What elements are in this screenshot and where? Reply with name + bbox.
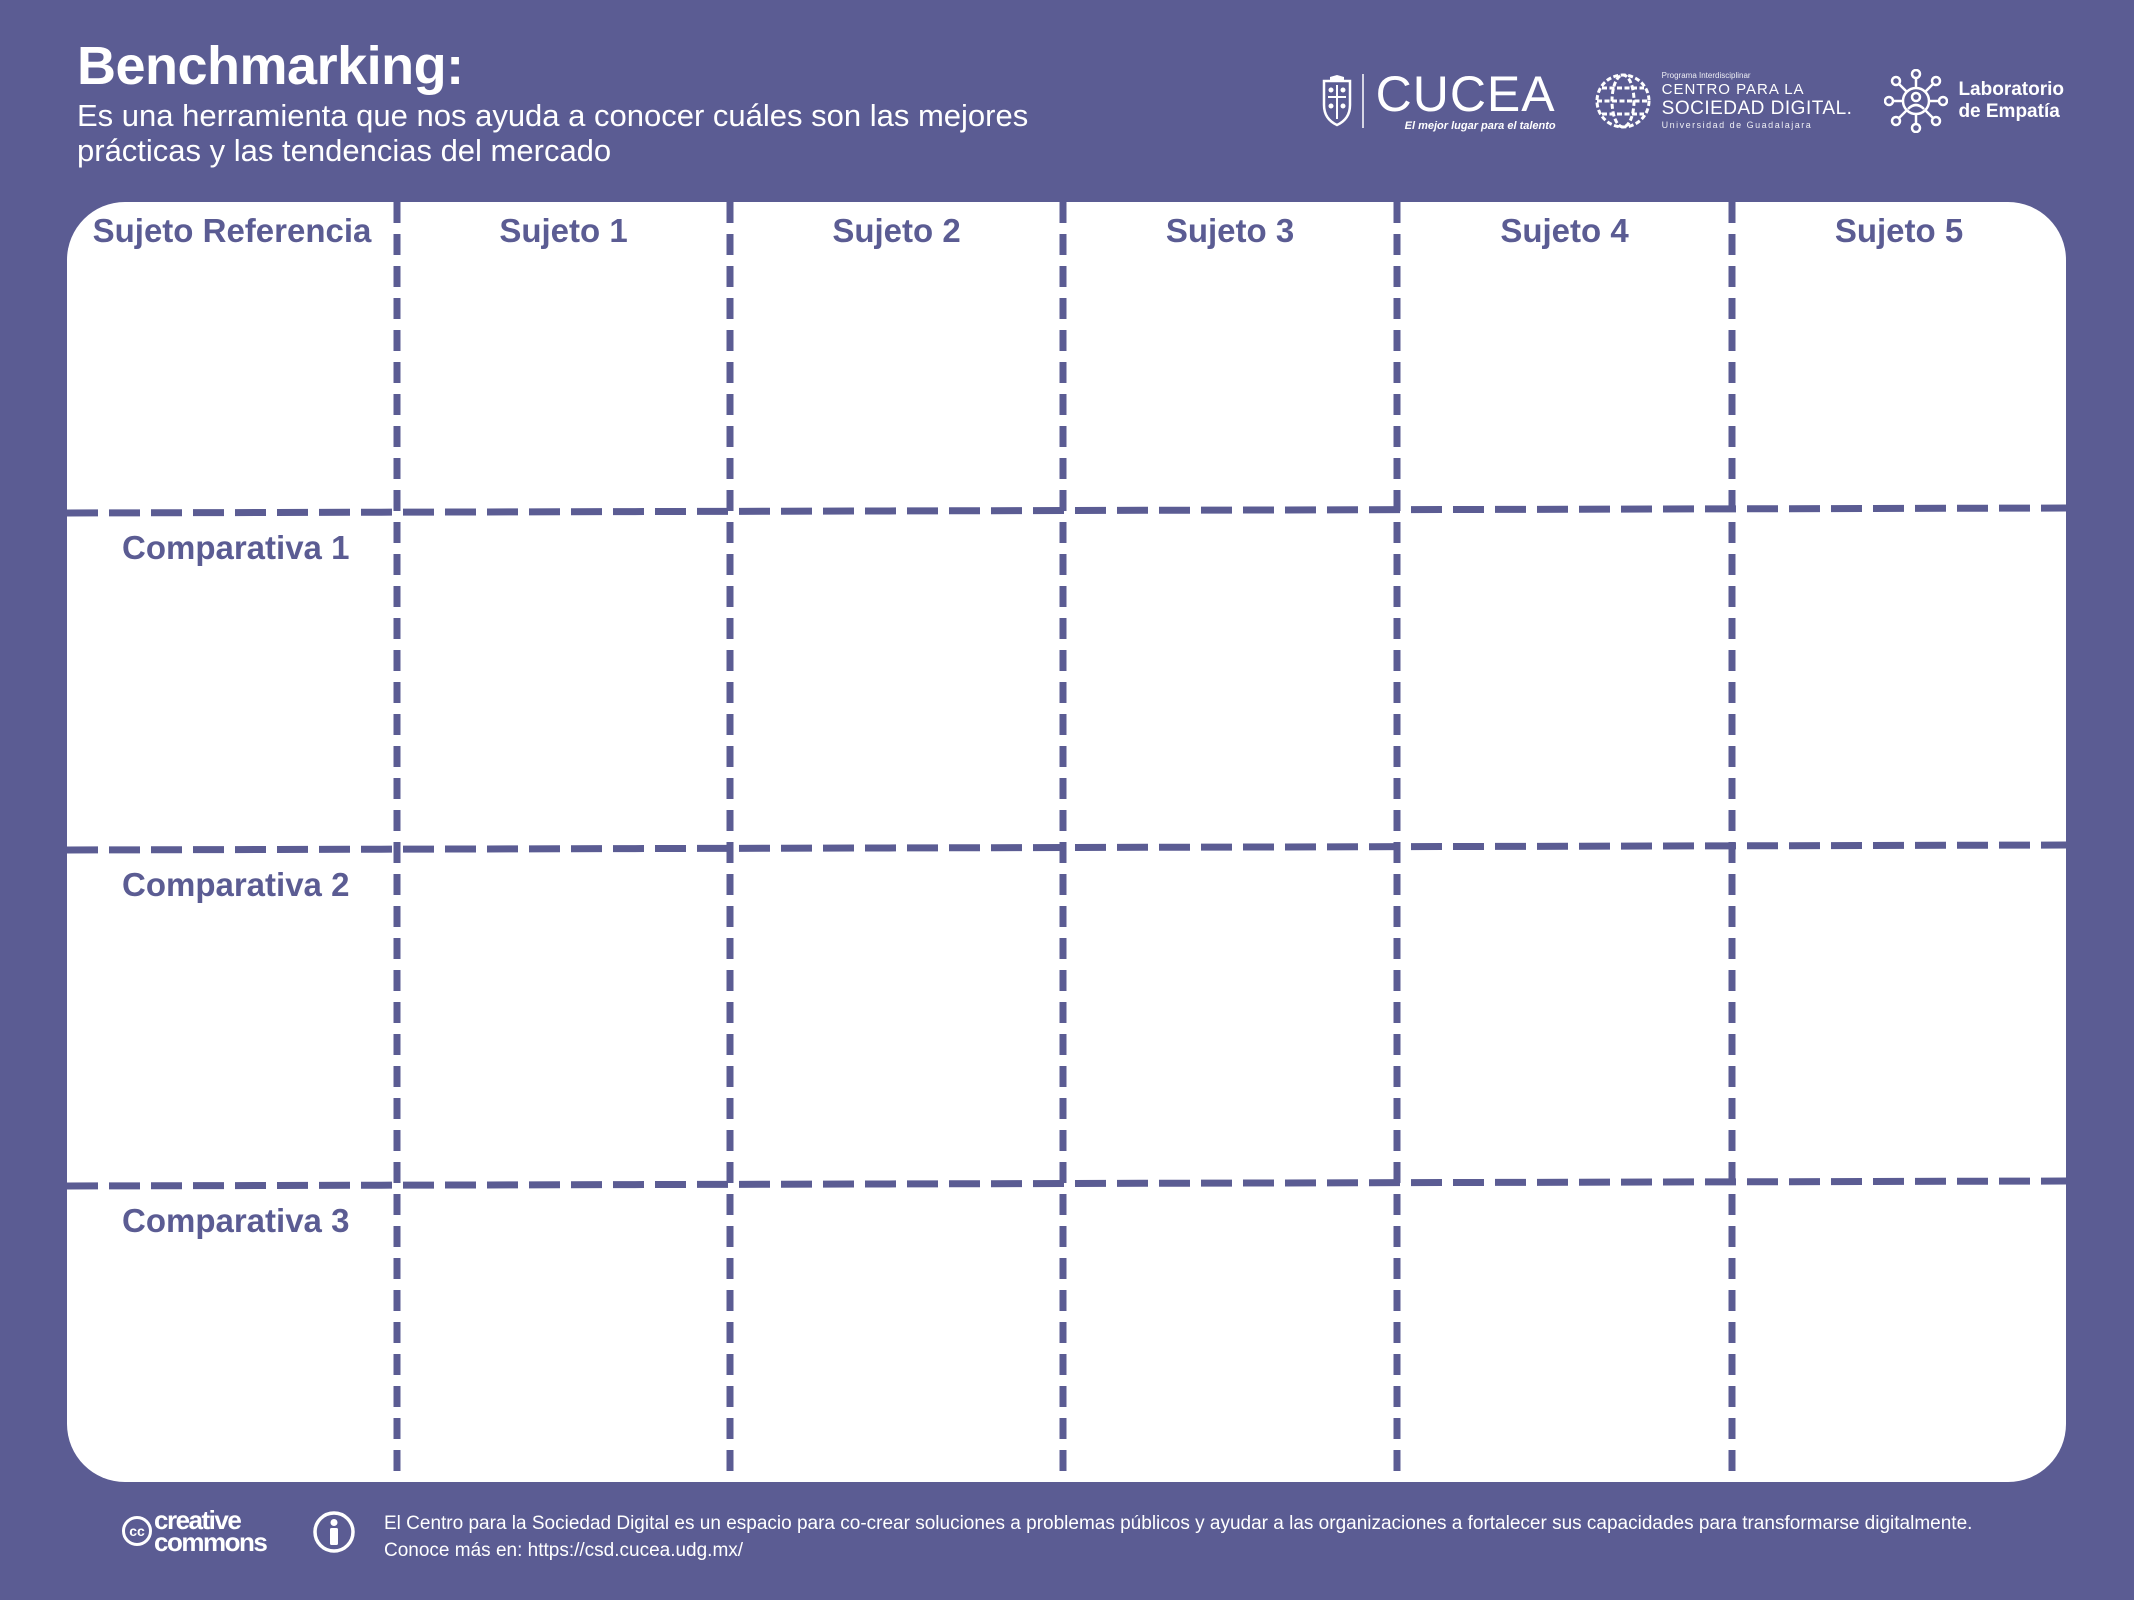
csd-line2: SOCIEDAD DIGITAL. [1661,98,1853,119]
globe-icon [1594,72,1652,130]
column-header: Sujeto 1 [499,212,628,249]
csd-logo [1594,71,1853,131]
page-subtitle: Es una herramienta que nos ayuda a conocer cuáles son las mejores prácticas y las tendencias del mercado [77,98,1029,168]
cc-text-bottom: commons [154,1527,267,1557]
row-header: Comparativa 3 [122,1202,350,1239]
university-seal-icon [1320,75,1354,127]
footer-text [384,1510,1972,1564]
csd-university: Universidad de Guadalajara [1661,120,1813,130]
csd-line1: CENTRO PARA LA [1661,81,1805,98]
column-header: Sujeto Referencia [92,212,372,249]
row-header: Comparativa 2 [122,866,350,903]
lab-line1: Laboratorio [1958,79,2064,100]
csd-program: Programa Interdisciplinar [1661,71,1751,80]
logo-bar [1320,66,2064,136]
column-header: Sujeto 4 [1500,212,1629,249]
column-header: Sujeto 3 [1165,212,1295,249]
logo-separator [1362,74,1364,128]
creative-commons-logo [122,1505,267,1557]
lab-line2: de Empatía [1958,101,2060,122]
page-title: Benchmarking: [77,36,464,96]
cucea-tagline: El mejor lugar para el talento [1404,120,1556,132]
row-header: Comparativa 1 [122,529,350,566]
column-header: Sujeto 2 [832,212,961,249]
cucea-name: CUCEA [1375,66,1556,122]
cucea-logo [1320,66,1556,132]
column-header: Sujeto 5 [1834,212,1964,249]
empathy-lab-logo [1884,69,2064,133]
benchmark-board [67,202,2066,1482]
network-people-icon [1884,69,1948,133]
creative-commons-icon: cc [122,1516,152,1546]
cc-text-top: creative [154,1505,241,1535]
grid-lines [67,202,2066,1482]
attribution-icon [312,1510,356,1554]
footer-link: Conoce más en: https://csd.cucea.udg.mx/ [384,1540,744,1561]
footer-description: El Centro para la Sociedad Digital es un espacio para co-crear soluciones a problemas públicos y ayudar a las organizaciones a fortalecer sus capacidades para transformarse digitalmente. [384,1513,1973,1534]
